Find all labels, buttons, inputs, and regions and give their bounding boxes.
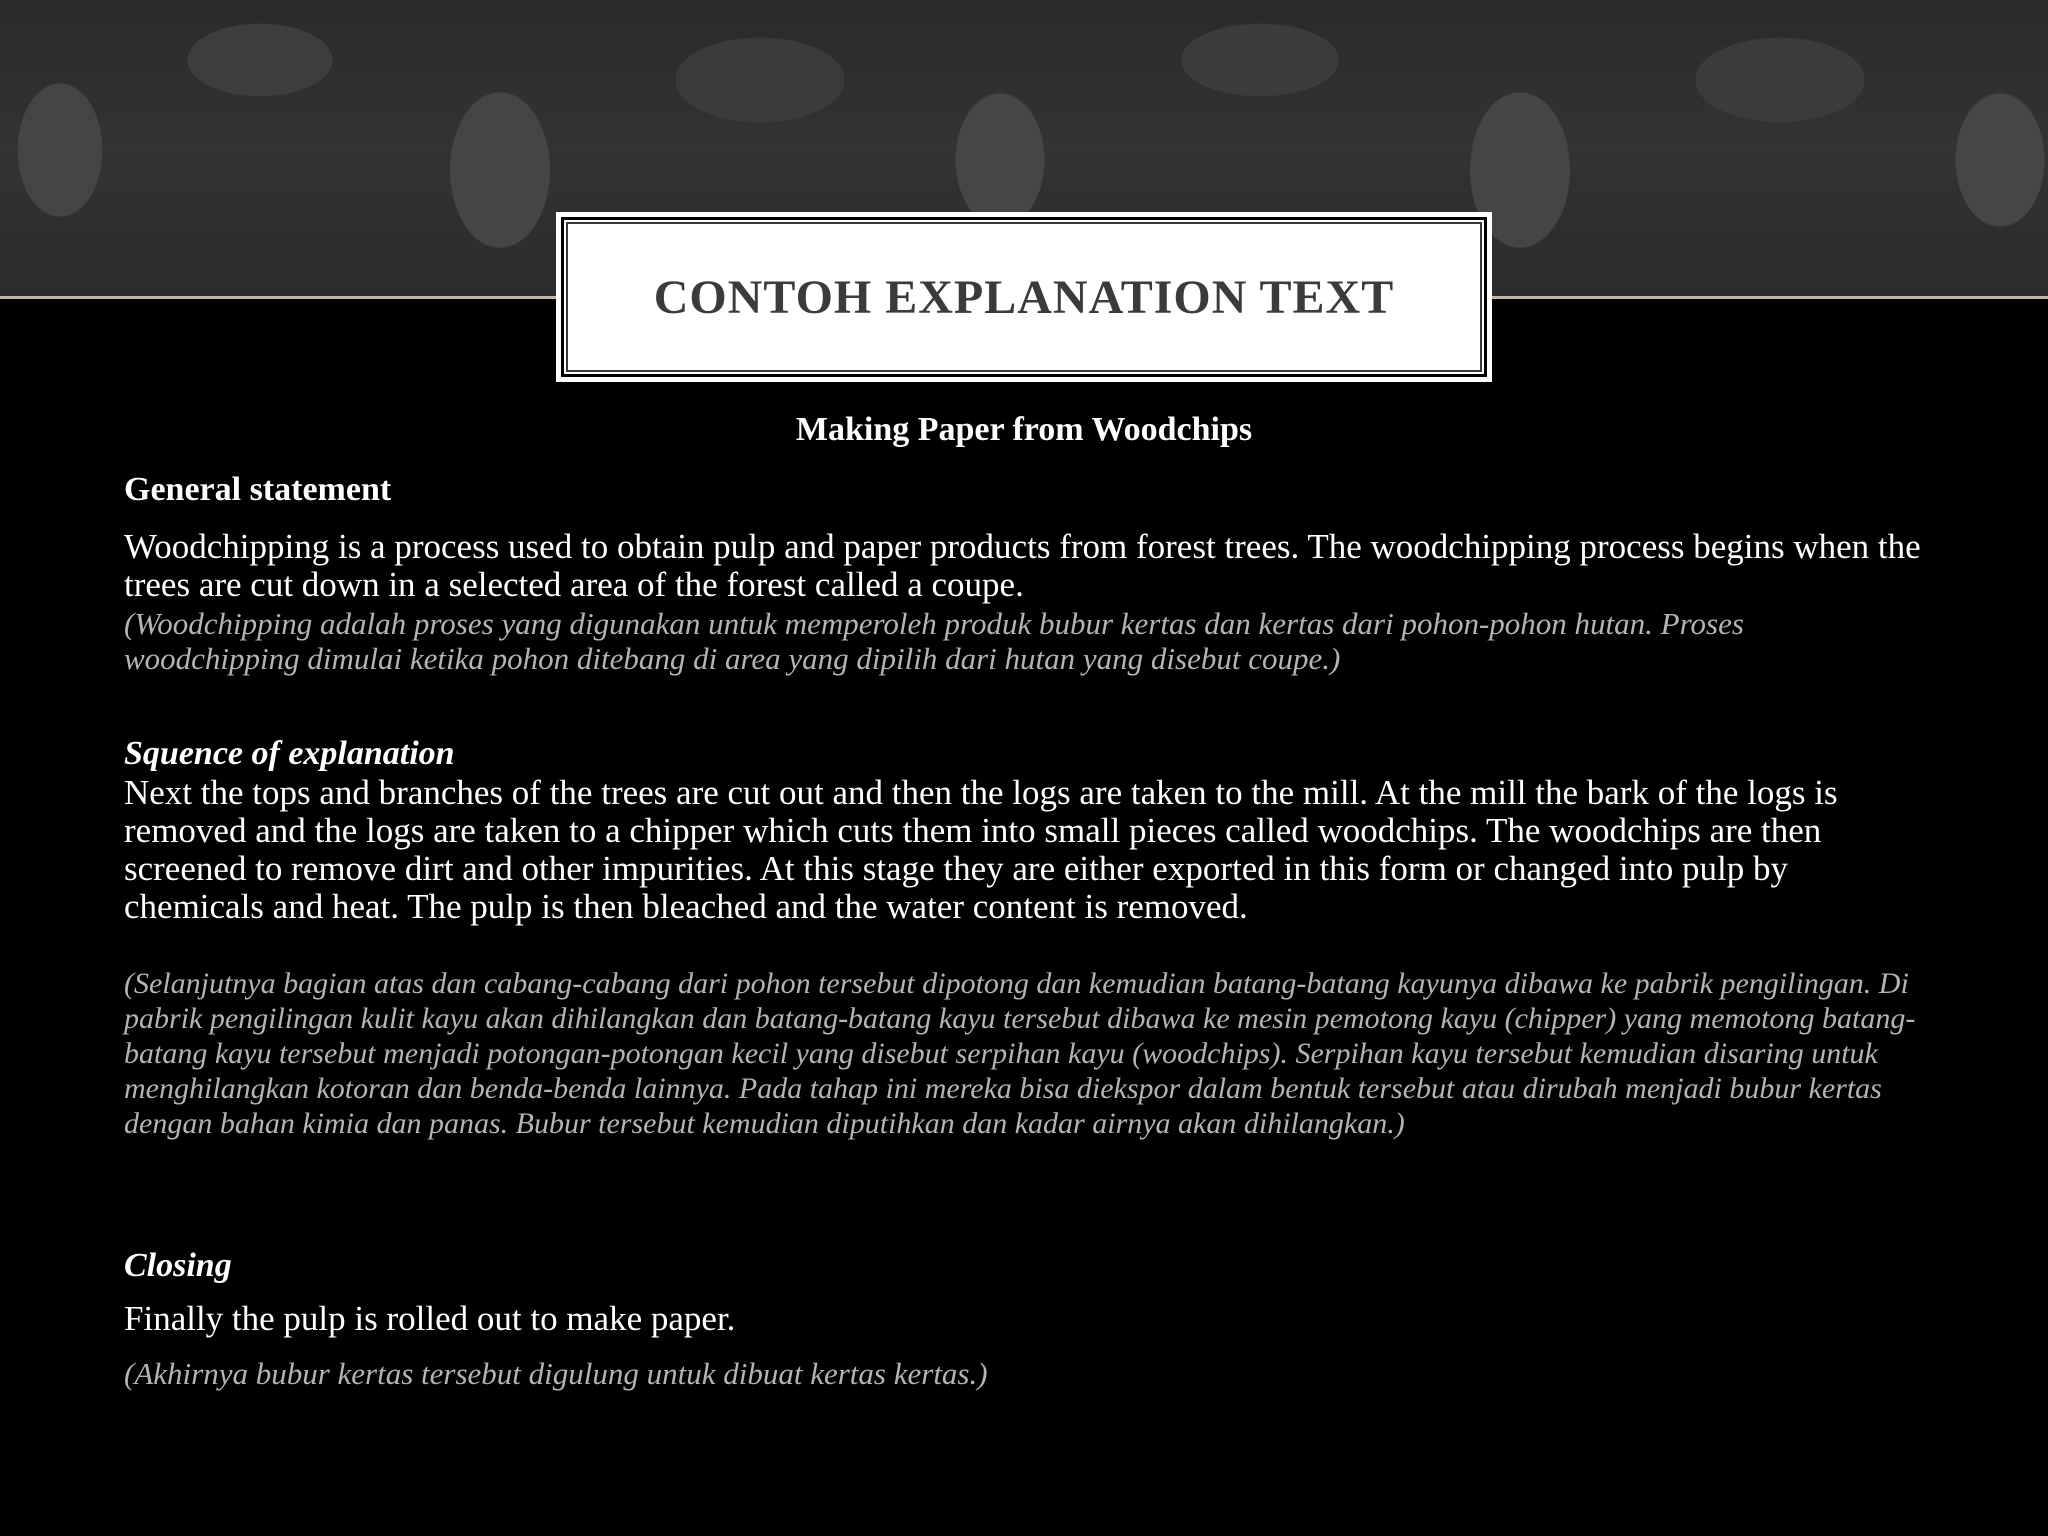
closing-heading: Closing [124, 1247, 232, 1284]
closing-body: Finally the pulp is rolled out to make paper. [124, 1299, 736, 1338]
general-statement-body: Woodchipping is a process used to obtain pulp and paper products from forest trees. The woodchipping process begins when the trees are cut down in a selected area of the forest called a coupe. [124, 527, 1921, 604]
sequence-translation: (Selanjutnya bagian atas dan cabang-cabang dari pohon tersebut dipotong dan kemudian batang-batang kayunya dibawa ke pabrik pengilingan. Di pabrik pengilingan kulit kayu akan dihilangkan dan batang-batang kayu tersebut dibawa ke mesin pemotong kayu (chipper) yang memotong batang-batang kayu tersebut menjadi potongan-potongan kecil yang disebut serpihan kayu (woodchips). Serpihan kayu tersebut kemudian disaring untuk menghilangkan kotoran dan benda-benda lainnya. Pada tahap ini mereka bisa diekspor dalam bentuk tersebut atau dirubah menjadi bubur kertas dengan bahan kimia dan panas. Bubur tersebut kemudian diputihkan dan kadar airnya akan dihilangkan.) [124, 967, 1916, 1140]
title-box [556, 212, 1492, 382]
general-statement-translation: (Woodchipping adalah proses yang digunakan untuk memperoleh produk bubur kertas dan kertas dari pohon-pohon hutan. Proses woodchipping dimulai ketika pohon ditebang di area yang dipilih dari hutan yang disebut coupe.) [124, 606, 1744, 676]
sequence-heading: Squence of explanation [124, 735, 455, 772]
general-statement-heading: General statement [124, 471, 392, 508]
closing-translation: (Akhirnya bubur kertas tersebut digulung untuk dibuat kertas kertas.) [124, 1356, 988, 1391]
sequence-body: Next the tops and branches of the trees are cut out and then the logs are taken to the mill. At the mill the bark of the logs is removed and the logs are taken to a chipper which cuts them into small pieces called woodchips. The woodchips are then screened to remove dirt and other impurities. At this stage they are either exported in this form or changed into pulp by chemicals and heat. The pulp is then bleached and the water content is removed. [124, 773, 1838, 926]
slide-title: CONTOH EXPLANATION TEXT [653, 270, 1395, 324]
title-frame [566, 222, 1482, 372]
text-title: Making Paper from Woodchips [795, 411, 1253, 448]
